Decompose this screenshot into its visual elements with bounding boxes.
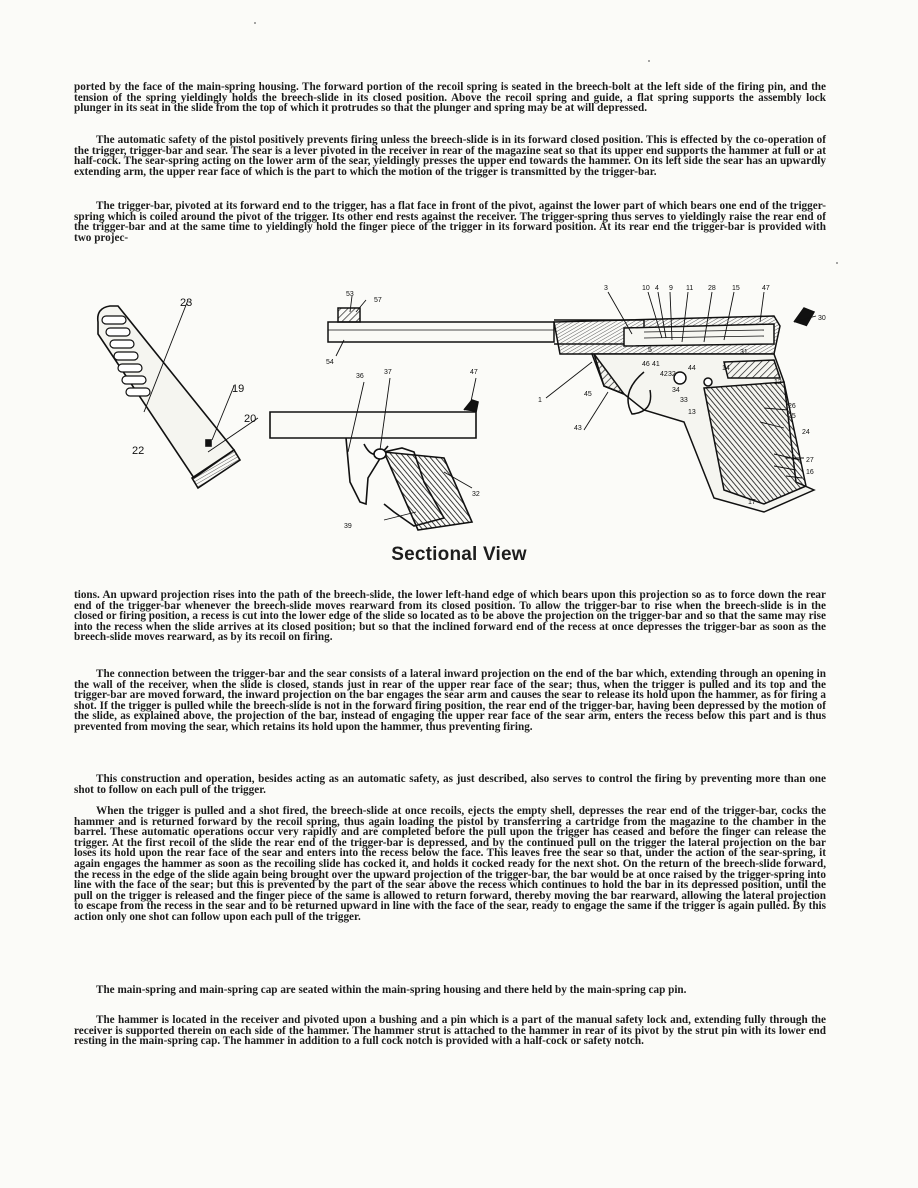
callout-41: 41 <box>652 361 660 368</box>
callout-13: 13 <box>688 409 696 416</box>
sectional-view-figure <box>84 282 829 534</box>
callout-17: 17 <box>748 499 756 506</box>
callout-27: 27 <box>806 457 814 464</box>
callout-54: 54 <box>326 359 334 366</box>
paragraph-hammer: The hammer is located in the receiver and pivoted upon a bushing and a pin which is a part of the manual safety lock and, extending fully through the receiver is supported therein on each side of the hammer. The hammer strut is attached to the hammer in rear of its pivot by the strut pin with its lower end resting in the main-spring cap. The hammer in addition to a full cock notch is provided with a half-cock or safety notch. <box>74 1014 826 1048</box>
paragraph-trigger-bar: The trigger-bar, pivoted at its forward end to the trigger, has a flat face in front of the pivot, against the lower part of which bears one end of the trigger-spring which is coiled around the pivot of the trigger. Its other end rests against the receiver. The trigger-spring thus serves to yieldingly raise the rear end of the trigger-bar and at the same time to yieldingly hold the finger piece of the trigger in its forward position. At its rear end the trigger-bar is provided with two projec- <box>74 200 826 244</box>
callout-9: 9 <box>669 285 673 292</box>
paragraph-trigger-pulled: When the trigger is pulled and a shot fired, the breech-slide at once recoils, ejects the empty shell, depresses the rear end of the trigger-bar, cocks the hammer and is returned forward by the recoil spring, thus again loading the pistol by transferring a cartridge from the magazine to the chamber in the barrel. These automatic operations occur very rapidly and are completed before the pull upon the trigger has ceased and before the finger can release the trigger. At the first recoil of the slide the rear end of the trigger-bar is depressed, and by the continued pull on the trigger the lateral projection on the bar loses its hold upon the rear face of the sear and enters into the recess below the face. This leaves free the sear so that, under the action of the sear-spring, it again engages the hammer as soon as the recoiling slide has cocked it, and holds it cocked ready for the next shot. On the return of the breech-slide forward, the recess in the edge of the slide again being brought over the upward projection of the trigger-bar, the bar would be at once raised by the trigger-spring into line with the face of the sear; but this is prevented by the part of the sear above the recess which continues to hold the bar in its depressed position, until the pull on the trigger is released and the finger piece of the same is allowed to return forward, thereby moving the bar rearward, allowing the lateral projection to escape from the recess in the sear and to be returned upward in line with the face of the sear, ready to engage the same if the trigger is again pulled. By this action only one shot can follow upon each pull of the trigger. <box>74 805 826 923</box>
callout-26: 26 <box>788 403 796 410</box>
callout-10: 10 <box>642 285 650 292</box>
callout-45: 45 <box>584 391 592 398</box>
paragraph-connection: The connection between the trigger-bar and the sear consists of a lateral inward projection on the end of the bar which, extending through an opening in the wall of the receiver, when the slide is closed, stands just in rear of the upper rear face of the sear; thus, when the trigger is pulled and its top and the trigger-bar are moved forward, the inward projection on the bar engages the sear arm and causes the sear to release its hold upon the hammer, as for firing a shot. If the trigger is pulled while the breech-slide is not in the forward firing position, the rear end of the trigger-bar, having been depressed by the motion of the slide, as explained above, the projection of the bar, instead of engaging the upper rear face of the sear arm, enters the recess below this part and is thus prevented from moving the sear, which retains its hold upon the hammer, thus preventing firing. <box>74 668 826 733</box>
sectional-pistol-drawing <box>554 308 814 512</box>
callout-57: 57 <box>374 297 382 304</box>
callout-25: 25 <box>788 413 796 420</box>
callout-46: 46 <box>642 361 650 368</box>
paragraph-projections: tions. An upward projection rises into the path of the breech-slide, the lower left-hand edge of which bears upon this projection so as to force down the rear end of the trigger-bar whenever the breech-slide moves rearward from its closed position. To allow the trigger-bar to rise when the breech-slide is in the closed or firing position, a recess is cut into the lower edge of the slide so located as to be above the projection on the trigger-bar and so that the same may rise into the recess when the slide arrives at its closed position; but so that the inclined forward end of the recess at once depresses the trigger-bar as soon as the breech-slide moves rearward, as by its recoil on firing. <box>74 589 826 644</box>
callout-33: 33 <box>680 397 688 404</box>
callout-15: 15 <box>732 285 740 292</box>
callout-36: 36 <box>356 373 364 380</box>
callout-22: 22 <box>132 445 145 457</box>
callout-37: 37 <box>384 369 392 376</box>
callout-24: 24 <box>802 429 810 436</box>
callout-34: 34 <box>672 387 680 394</box>
callout-30: 30 <box>818 315 826 322</box>
callout-23: 23 <box>180 297 193 309</box>
callout-5: 5 <box>648 347 652 354</box>
callout-47a: 47 <box>470 369 478 376</box>
callout-12: 12 <box>774 379 782 386</box>
callout-42: 42 <box>660 371 668 378</box>
paragraph-automatic-safety: The automatic safety of the pistol positively prevents firing unless the breech-slide is in its forward closed position. This is effected by the co-operation of the trigger, trigger-bar and sear. The sear is a lever pivoted in the receiver in rear of the magazine seat so that its upper end supports the hammer at full or at half-cock. The sear-spring acting on the lower arm of the sear, yieldingly presses the upper end towards the hammer. On its left side the sear has an upwardly extending arm, the upper rear face of which is the part to which the motion of the trigger is transmitted by the trigger-bar. <box>74 134 826 178</box>
callout-39: 39 <box>344 523 352 530</box>
callout-31: 31 <box>740 349 748 356</box>
callout-44: 44 <box>688 365 696 372</box>
callout-4: 4 <box>655 285 659 292</box>
callout-19: 19 <box>232 383 245 395</box>
callout-1: 1 <box>538 397 542 404</box>
paragraph-recoil-spring: ported by the face of the main-spring housing. The forward portion of the recoil spring is seated in the breech-bolt at the left side of the firing pin, and the tension of the spring yieldingly holds the breech-slide in its closed position. Above the recoil spring and guide, a flat spring supports the assembly lock plunger in its seat in the slide from the top of which it protrudes so that the plunger and spring may be at will depressed. <box>74 81 826 115</box>
scan-speck <box>254 22 256 24</box>
callout-28: 28 <box>708 285 716 292</box>
figure-caption: Sectional View <box>391 544 527 565</box>
callout-11: 11 <box>686 285 694 292</box>
callout-16: 16 <box>806 469 814 476</box>
callout-43: 43 <box>574 425 582 432</box>
magazine-drawing <box>98 306 240 488</box>
paragraph-main-spring: The main-spring and main-spring cap are seated within the main-spring housing and there held by the main-spring cap pin. <box>96 984 687 996</box>
callout-3: 3 <box>604 285 608 292</box>
scan-speck <box>648 60 650 62</box>
frame-drawing <box>270 400 478 530</box>
callout-14: 14 <box>722 365 730 372</box>
paragraph-construction: This construction and operation, besides acting as an automatic safety, as just described, also serves to control the firing by preventing more than one shot to follow on each pull of the trigger. <box>74 773 826 796</box>
callout-20: 20 <box>244 413 257 425</box>
callout-32b: 32 <box>668 371 676 378</box>
scan-speck <box>836 262 838 264</box>
callout-47b: 47 <box>762 285 770 292</box>
callout-53: 53 <box>346 291 354 298</box>
callout-32a: 32 <box>472 491 480 498</box>
